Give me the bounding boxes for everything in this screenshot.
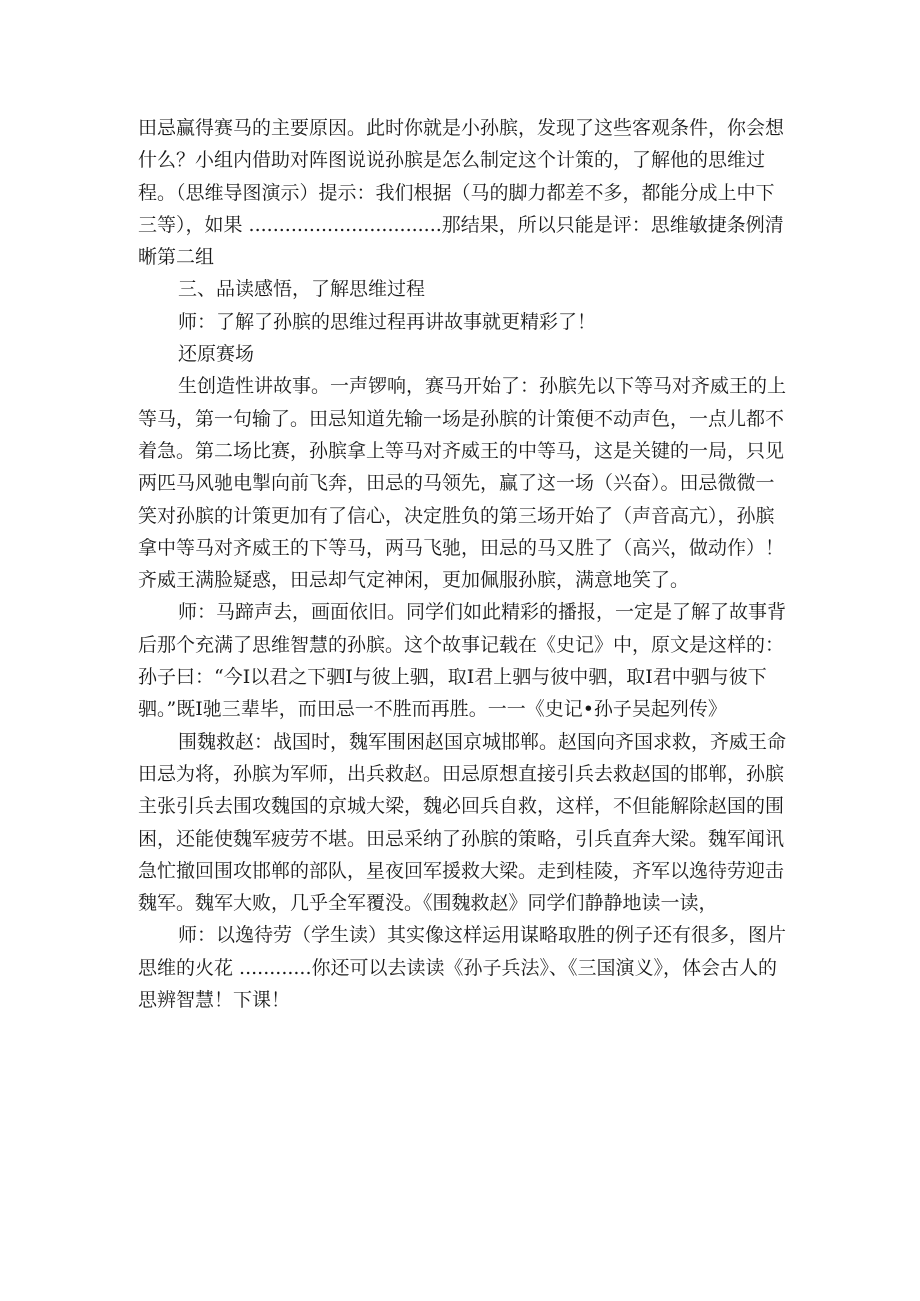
- section-heading-reading: 三、品读感悟，了解思维过程: [178, 278, 426, 301]
- paragraph-closing: 师：以逸待劳（学生读）其实像这样运用谋略取胜的例子还有很多，图片思维的火花 ............你还可以去读读《孙子兵法》、《三国演义》，体会古人的思辨智慧！下课！: [138, 924, 787, 1012]
- paragraph-teacher-intro: 师：了解了孙膑的思维过程再讲故事就更精彩了！: [178, 310, 597, 333]
- paragraph-student-story: 生创造性讲故事。一声锣响，赛马开始了：孙膑先以下等马对齐威王的上等马，第一句输了。田忌知道先输一场是孙膑的计策便不动声色，一点儿都不着急。第二场比赛，孙膑拿上等马对齐威王的中等马，这是关键的一局，只见两匹马风驰电掣向前飞奔，田忌的马领先，赢了这一场（兴奋）。田忌微微一笑对孙膑的计策更加有了信心，决定胜负的第三场开始了（声音高亢），孙膑拿中等马对齐威王的下等马，两马飞驰，田忌的马又胜了（高兴，做动作）！齐威王满脸疑惑，田忌却气定神闲，更加佩服孙膑，满意地笑了。: [138, 375, 787, 592]
- paragraph-weiwei-jiuzhao: 围魏救赵：战国时，魏军围困赵国京城邯郸。赵国向齐国求救，齐威王命田忌为将，孙膑为军师，出兵救赵。田忌原想直接引兵去救赵国的邯郸，孙膑主张引兵去围攻魏国的京城大梁，魏必回兵自救，这样，不但能解除赵国的围困，还能使魏军疲劳不堪。田忌采纳了孙膑的策略，引兵直奔大梁。魏军闻讯急忙撤回围攻邯郸的部队，星夜回军援救大梁。走到桂陵，齐军以逸待劳迎击魏军。魏军大败，几乎全军覆没。《围魏救赵》同学们静静地读一读，: [138, 730, 787, 915]
- paragraph-thinking-process: 田忌赢得赛马的主要原因。此时你就是小孙膑，发现了这些客观条件，你会想什么？小组内借助对阵图说说孙膑是怎么制定这个计策的，了解他的思维过程。（思维导图演示）提示：我们根据（马的脚力都差不多，都能分成上中下三等），如果 ................................那结果，所以只能是评：思维敏捷条例清晰第二组: [138, 117, 785, 269]
- document-body: [138, 112, 788, 1016]
- paragraph-shiji-quote: 师：马蹄声去，画面依旧。同学们如此精彩的播报，一定是了解了故事背后那个充满了思维智慧的孙膑。这个故事记载在《史记》中，原文是这样的：孙子曰：“今Ⅰ以君之下驷Ⅰ与彼上驷，取Ⅰ君上驷与彼中驷，取Ⅰ君中驷与彼下驷。”既Ⅰ驰三辈毕，而田忌一不胜而再胜。一一《史记•孙子吴起列传》: [138, 601, 787, 721]
- subheading-restore-racecourse: 还原赛场: [178, 343, 255, 366]
